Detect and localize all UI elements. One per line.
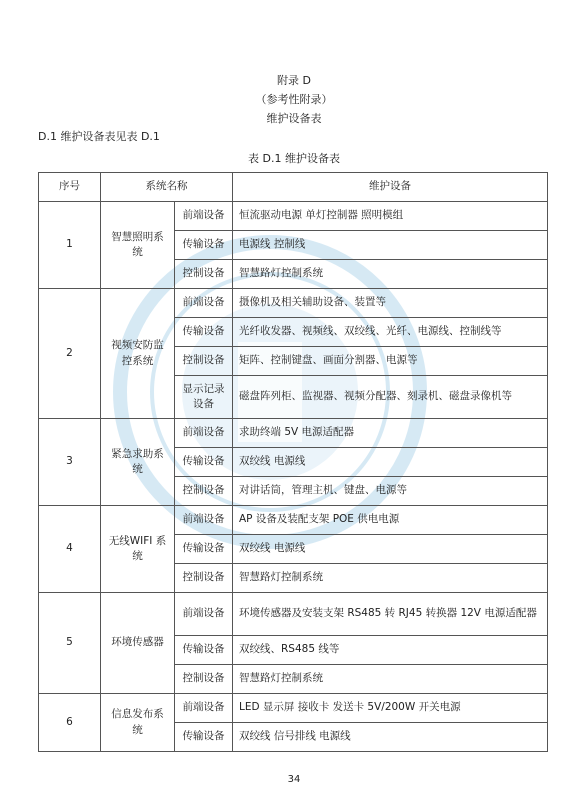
- cell-equipment: 求助终端 5V 电源适配器: [233, 419, 548, 448]
- cell-category: 前端设备: [175, 506, 233, 535]
- table-row: [39, 694, 548, 723]
- cell-no: 1: [39, 202, 101, 289]
- cell-equipment: 双绞线 电源线: [233, 535, 548, 564]
- cell-category: 传输设备: [175, 636, 233, 665]
- cell-category: 前端设备: [175, 289, 233, 318]
- cell-equipment: 智慧路灯控制系统: [233, 564, 548, 593]
- cell-equipment: 双绞线、RS485 线等: [233, 636, 548, 665]
- cell-equipment: 双绞线 电源线: [233, 448, 548, 477]
- cell-equipment: 智慧路灯控制系统: [233, 260, 548, 289]
- cell-category: 控制设备: [175, 564, 233, 593]
- cell-category: 前端设备: [175, 202, 233, 231]
- cell-equipment: AP 设备及装配支架 POE 供电电源: [233, 506, 548, 535]
- maintenance-equipment-table: [38, 172, 548, 752]
- cell-category: 传输设备: [175, 535, 233, 564]
- cell-category: 传输设备: [175, 723, 233, 752]
- cell-no: 3: [39, 419, 101, 506]
- cell-no: 2: [39, 289, 101, 419]
- cell-equipment: 光纤收发器、视频线、双绞线、光纤、电源线、控制线等: [233, 318, 548, 347]
- cell-category: 前端设备: [175, 419, 233, 448]
- cell-system: 信息发布系统: [101, 694, 175, 752]
- cell-category: 控制设备: [175, 665, 233, 694]
- cell-equipment: 电源线 控制线: [233, 231, 548, 260]
- table-row: [39, 289, 548, 318]
- cell-category: 前端设备: [175, 593, 233, 636]
- cell-system: 智慧照明系统: [101, 202, 175, 289]
- table-row: [39, 202, 548, 231]
- appendix-title: 附录 D: [277, 74, 311, 87]
- table-row: [39, 506, 548, 535]
- cell-equipment: 双绞线 信号排线 电源线: [233, 723, 548, 752]
- header-system: 系统名称: [101, 173, 233, 202]
- header-no: 序号: [39, 173, 101, 202]
- cell-category: 控制设备: [175, 347, 233, 376]
- cell-system: 环境传感器: [101, 593, 175, 694]
- cell-equipment: 对讲话筒，管理主机、键盘、电源等: [233, 477, 548, 506]
- cell-category: 控制设备: [175, 260, 233, 289]
- cell-equipment: 摄像机及相关辅助设备、装置等: [233, 289, 548, 318]
- cell-system: 视频安防监控系统: [101, 289, 175, 419]
- cell-category: 传输设备: [175, 318, 233, 347]
- cell-no: 4: [39, 506, 101, 593]
- cell-equipment: 磁盘阵列柜、监视器、视频分配器、刻录机、磁盘录像机等: [233, 376, 548, 419]
- cell-equipment: 恒流驱动电源 单灯控制器 照明模组: [233, 202, 548, 231]
- cell-category: 控制设备: [175, 477, 233, 506]
- cell-category: 前端设备: [175, 694, 233, 723]
- cell-equipment: 智慧路灯控制系统: [233, 665, 548, 694]
- appendix-nature: （参考性附录）: [255, 93, 333, 106]
- cell-system: 紧急求助系统: [101, 419, 175, 506]
- cell-category: 显示记录设备: [175, 376, 233, 419]
- cell-no: 6: [39, 694, 101, 752]
- table-row: [39, 593, 548, 636]
- cell-equipment: 环境传感器及安装支架 RS485 转 RJ45 转换器 12V 电源适配器: [233, 593, 548, 636]
- appendix-subtitle: 维护设备表: [266, 112, 322, 125]
- table-header-row: [39, 173, 548, 202]
- cell-category: 传输设备: [175, 231, 233, 260]
- cell-no: 5: [39, 593, 101, 694]
- cell-category: 传输设备: [175, 448, 233, 477]
- table-row: [39, 419, 548, 448]
- cell-equipment: 矩阵、控制键盘、画面分割器、电源等: [233, 347, 548, 376]
- section-text: D.1 维护设备表见表 D.1: [38, 130, 160, 143]
- cell-equipment: LED 显示屏 接收卡 发送卡 5V/200W 开关电源: [233, 694, 548, 723]
- table-caption: 表 D.1 维护设备表: [248, 152, 340, 165]
- page-number: 34: [287, 774, 301, 785]
- cell-system: 无线WIFI 系统: [101, 506, 175, 593]
- header-equipment: 维护设备: [233, 173, 548, 202]
